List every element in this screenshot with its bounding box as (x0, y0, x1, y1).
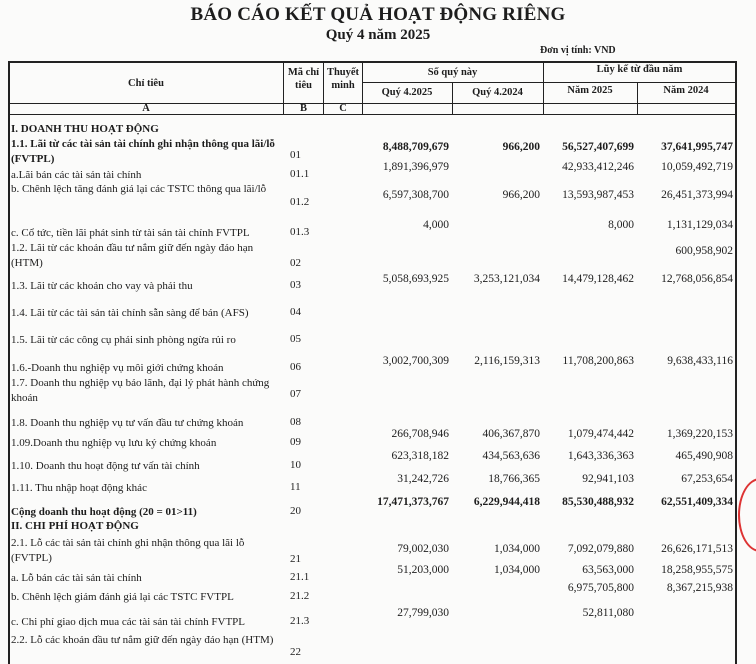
row-value: 3,253,121,034 (473, 273, 540, 285)
row-value: 12,768,056,854 (661, 273, 733, 285)
row-label: 1.3. Lãi từ các khoản cho vay và phải thu (11, 280, 193, 292)
row-label: a. Lỗ bán các tài sản tài chính (11, 572, 142, 584)
row-code: 03 (290, 279, 301, 291)
row-value: 266,708,946 (391, 428, 449, 440)
row-label: 1.7. Doanh thu nghiệp vụ bảo lãnh, đại lý phát hành chứng khoán (11, 377, 270, 404)
row-value: 9,638,433,116 (667, 355, 733, 367)
row-code: 21.2 (290, 590, 310, 602)
row-code: 21 (290, 553, 301, 565)
row-code: 22 (290, 646, 301, 658)
row-value: 1,034,000 (494, 543, 540, 555)
row-value: 1,891,396,979 (382, 161, 449, 173)
col-line (283, 61, 284, 115)
header-q2024: Quý 4.2024 (472, 87, 523, 98)
header-ma-chi-tieu: Mã chỉ tiêu (287, 67, 320, 91)
row-value: 4,000 (423, 219, 449, 231)
row-value: 1,131,129,034 (666, 219, 733, 231)
table-border-left (8, 61, 10, 664)
row-label: a.Lãi bán các tài sản tài chính (11, 169, 142, 181)
table-border-right (735, 61, 737, 664)
header-col-a: A (142, 103, 150, 114)
row-code: 02 (290, 257, 301, 269)
row-value: 434,563,636 (482, 450, 540, 462)
row-value: 14,479,128,462 (562, 273, 634, 285)
row-code: 20 (290, 505, 301, 517)
row-label: 1.2. Lãi từ các khoản đầu tư nắm giữ đến ngày đáo hạn (HTM) (11, 242, 254, 269)
row-value: 27,799,030 (397, 607, 449, 619)
header-so-quy-nay: Số quý này (427, 67, 478, 78)
row-label: b. Chênh lệch tăng đánh giá lại các TSTC thông qua lãi/lỗ (11, 183, 267, 195)
row-value: 6,975,705,800 (567, 582, 634, 594)
row-value: 62,551,409,334 (661, 496, 733, 508)
table-border-top (8, 61, 736, 63)
row-value: 63,563,000 (582, 564, 634, 576)
row-value: 406,367,870 (482, 428, 540, 440)
row-label: 1.4. Lãi từ các tài sản tài chính sẵn sàng để bán (AFS) (11, 307, 249, 319)
row-value: 26,626,171,513 (661, 543, 733, 555)
row-code: 10 (290, 459, 301, 471)
report-title: BÁO CÁO KẾT QUẢ HOẠT ĐỘNG RIÊNG (190, 4, 566, 25)
row-label: 1.1. Lãi từ các tài sản tài chính ghi nhận thông qua lãi/lỗ (FVTPL) (11, 138, 275, 165)
row-label: I. DOANH THU HOẠT ĐỘNG (11, 123, 159, 135)
row-code: 08 (290, 416, 301, 428)
row-code: 07 (290, 388, 301, 400)
row-value: 26,451,373,994 (661, 189, 733, 201)
header-luy-ke: Lũy kế từ đầu năm (596, 64, 683, 75)
row-value: 17,471,373,767 (377, 496, 449, 508)
row-label: c. Chi phí giao dịch mua các tài sản tài chính FVTPL (11, 616, 246, 628)
row-label: 1.5. Lãi từ các công cụ phái sinh phòng ngừa rủi ro (11, 334, 236, 346)
row-label: c. Cổ tức, tiền lãi phát sinh từ tài sản tài chính FVTPL (11, 227, 250, 239)
row-code: 09 (290, 436, 301, 448)
row-code: 21.3 (290, 615, 310, 627)
row-value: 8,000 (608, 219, 634, 231)
row-label: 1.8. Doanh thu nghiệp vụ tư vấn đầu tư chứng khoán (11, 417, 244, 429)
row-value: 56,527,407,699 (562, 141, 634, 153)
row-value: 18,258,955,575 (661, 564, 733, 576)
subheader-line (362, 82, 736, 83)
row-code: 01 (290, 149, 301, 161)
row-value: 79,002,030 (397, 543, 449, 555)
row-label: Cộng doanh thu hoạt động (20 = 01>11) (11, 506, 197, 518)
row-value: 623,318,182 (391, 450, 449, 462)
row-value: 1,369,220,153 (666, 428, 733, 440)
row-value: 31,242,726 (397, 473, 449, 485)
row-value: 1,643,336,363 (567, 450, 634, 462)
row-code: 01.3 (290, 226, 310, 238)
row-value: 11,708,200,863 (562, 355, 634, 367)
row-value: 10,059,492,719 (661, 161, 733, 173)
row-value: 7,092,079,880 (567, 543, 634, 555)
currency-unit: Đơn vị tính: VND (540, 45, 616, 56)
header-thuyet-minh: Thuyết minh (326, 67, 360, 91)
company-seal (738, 478, 756, 552)
row-value: 42,933,412,246 (562, 161, 634, 173)
row-value: 92,941,103 (582, 473, 634, 485)
row-label: b. Chênh lệch giảm đánh giá lại các TSTC FVTPL (11, 591, 234, 603)
row-label: 1.10. Doanh thu hoạt động tư vấn tài chính (11, 460, 200, 472)
row-value: 2,116,159,313 (474, 355, 540, 367)
row-value: 5,058,693,925 (382, 273, 449, 285)
row-value: 465,490,908 (675, 450, 733, 462)
row-label: 2.1. Lỗ các tài sản tài chính ghi nhận thông qua lãi lỗ (FVTPL) (11, 537, 245, 564)
row-value: 51,203,000 (397, 564, 449, 576)
row-label: 1.09.Doanh thu nghiệp vụ lưu ký chứng khoán (11, 437, 217, 449)
row-value: 52,811,080 (582, 607, 634, 619)
header-chi-tieu: Chỉ tiêu (128, 78, 164, 89)
row-value: 18,766,365 (488, 473, 540, 485)
row-code: 11 (290, 481, 301, 493)
header-bottom (8, 114, 736, 115)
report-period: Quý 4 năm 2025 (325, 27, 431, 43)
row-value: 8,367,215,938 (666, 582, 733, 594)
row-code: 04 (290, 306, 301, 318)
row-value: 966,200 (502, 189, 540, 201)
row-value: 67,253,654 (681, 473, 733, 485)
row-value: 1,034,000 (494, 564, 540, 576)
row-value: 966,200 (502, 141, 540, 153)
header-n2024: Năm 2024 (663, 85, 709, 96)
row-code: 21.1 (290, 571, 310, 583)
header-col-c: C (339, 103, 347, 114)
row-value: 8,488,709,679 (382, 141, 449, 153)
row-value: 1,079,474,442 (567, 428, 634, 440)
header-col-b: B (299, 103, 307, 114)
row-code: 01.2 (290, 196, 310, 208)
row-label: 1.11. Thu nhập hoạt động khác (11, 482, 147, 494)
row-code: 01.1 (290, 168, 310, 180)
header-n2025: Năm 2025 (567, 85, 613, 96)
row-code: 06 (290, 361, 301, 373)
row-value: 6,229,944,418 (473, 496, 540, 508)
row-value: 37,641,995,747 (661, 141, 733, 153)
header-q2025: Quý 4.2025 (381, 87, 433, 98)
row-label: 1.6.-Doanh thu nghiệp vụ môi giới chứng khoán (11, 362, 224, 374)
row-code: 05 (290, 333, 301, 345)
row-value: 3,002,700,309 (382, 355, 449, 367)
row-label: 2.2. Lỗ các khoản đầu tư nắm giữ đến ngày đáo hạn (HTM) (11, 634, 274, 646)
row-value: 85,530,488,932 (562, 496, 634, 508)
row-label: II. CHI PHÍ HOẠT ĐỘNG (11, 520, 139, 532)
row-value: 6,597,308,700 (382, 189, 449, 201)
row-value: 600,958,902 (675, 245, 733, 257)
row-value: 13,593,987,453 (562, 189, 634, 201)
